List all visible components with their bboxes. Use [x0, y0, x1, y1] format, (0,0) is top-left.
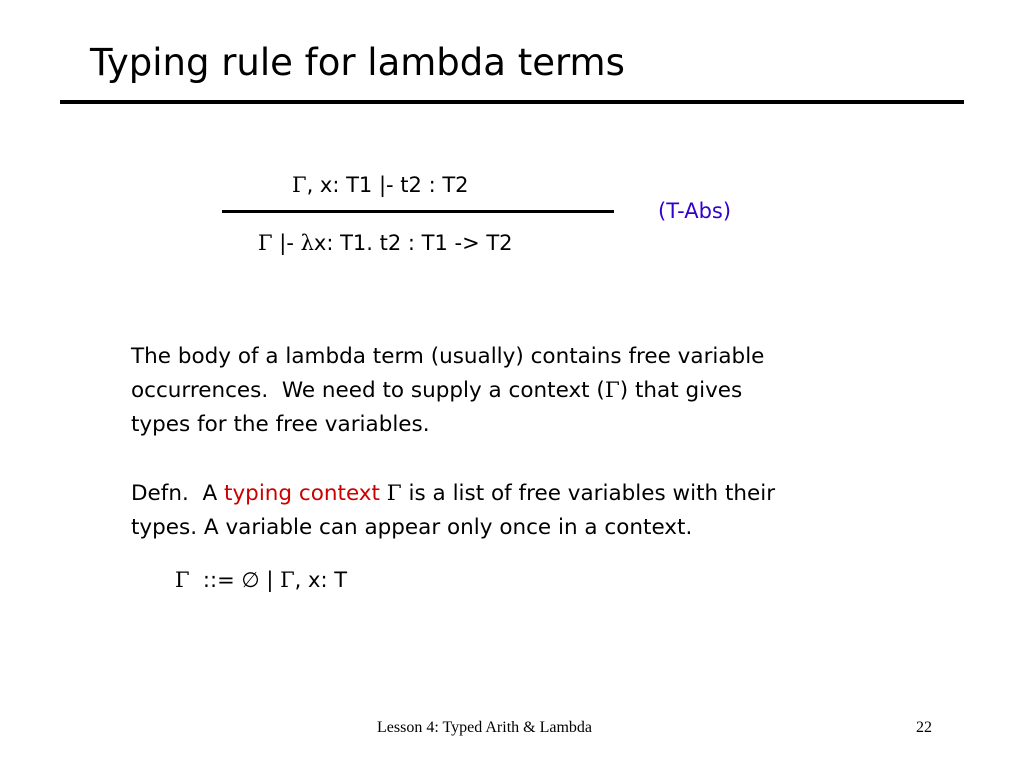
empty-set-symbol: ∅: [241, 568, 260, 592]
gamma-symbol: Γ: [280, 568, 295, 592]
gamma-symbol: Γ: [175, 568, 190, 592]
gamma-symbol: Γ: [386, 481, 402, 506]
slide-title: Typing rule for lambda terms: [90, 41, 625, 84]
paragraph-line: types for the free variables.: [131, 412, 430, 437]
rule-premise: [292, 170, 469, 200]
rule-name-label: (T-Abs): [658, 199, 732, 223]
paragraph-line: [131, 477, 775, 511]
definition-paragraph: [131, 477, 775, 545]
context-explanation-paragraph: [131, 340, 764, 442]
paragraph-text: occurrences. We need to supply a context (: [131, 378, 605, 403]
grammar-defines: ::=: [189, 568, 242, 592]
grammar-bar: |: [259, 568, 281, 592]
gamma-symbol: Γ: [258, 231, 273, 255]
lambda-symbol: λ: [300, 231, 314, 255]
rule-conclusion: [258, 228, 513, 258]
paragraph-text: Defn. A: [131, 481, 225, 506]
paragraph-line: types. A variable can appear only once in a context.: [131, 515, 693, 540]
context-grammar: [175, 565, 347, 595]
premise-text: , x: T1 |- t2 : T2: [306, 173, 469, 197]
paragraph-text: is a list of free variables with their: [401, 481, 776, 506]
paragraph-text: ) that gives: [619, 378, 743, 403]
gamma-symbol: Γ: [604, 378, 620, 403]
gamma-symbol: Γ: [292, 173, 307, 197]
grammar-text: , x: T: [294, 568, 348, 592]
inference-bar: [222, 210, 614, 213]
conclusion-text: x: T1. t2 : T1 -> T2: [313, 231, 513, 255]
footer-lesson: Lesson 4: Typed Arith & Lambda: [377, 719, 592, 736]
turnstile-text: |-: [272, 231, 301, 255]
paragraph-line: The body of a lambda term (usually) contains free variable: [131, 344, 765, 369]
title-underline: [60, 100, 964, 104]
typing-context-term: typing context: [224, 481, 380, 506]
paragraph-line: [131, 374, 764, 408]
page-number: 22: [916, 719, 932, 736]
